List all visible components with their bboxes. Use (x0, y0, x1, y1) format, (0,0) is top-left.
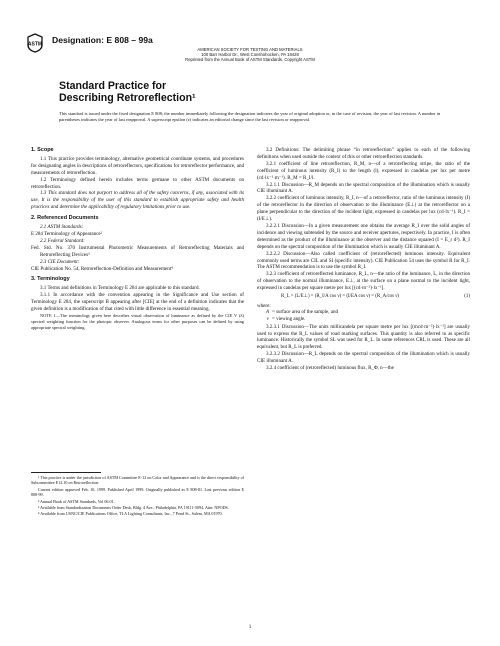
paragraph-3-2-3-2: 3.2.3.2 Discussion—R_L depends on the spectral composition of the illumination which is usually CIE illuminant A. (257, 351, 470, 365)
reference-e284: E 284 Terminology of Appearance² (31, 230, 103, 237)
right-column (257, 147, 470, 372)
footnote-2: ² Annual Book of ASTM Standards, Vol 06.01. (38, 498, 115, 504)
note-1: NOTE 1—The terminology given here describes visual observation of luminance as defined by the CIE V (λ) spectral weighting function for the photopic observer. Analogous terms for other purposes can be defined by using appropriate spectral weighting. (31, 312, 244, 330)
section-terminology-heading: 3. Terminology (31, 276, 70, 283)
paragraph-2-1: 2.1 ASTM Standards: (40, 224, 84, 231)
paragraph-2-3: 2.3 CIE Document: (40, 258, 80, 265)
where-label: where: (257, 302, 271, 309)
paragraph-3-2-1: 3.2.1 coefficient of line retroreflection, R_M, n—of a retroreflecting stripe, the ratio of the coefficient of luminous intensity (R_I) to the length (l), expressed in candelas per lux per metre (cd·lx⁻¹·m⁻¹). R_M = R_I/l. (257, 160, 470, 181)
footnote-divider (31, 472, 101, 473)
where-text-a: = surface area of the sample, and (272, 309, 338, 315)
title-line-2: Describing Retroreflection¹ (59, 92, 196, 104)
paragraph-1-2: 1.2 Terminology defined herein includes terms germane to other ASTM documents on retroreflection. (31, 176, 244, 190)
footnote-4: ⁴ Available from USNC/CIE Publications Office, TLA Lighting Consultants, Inc., 7 Pond St., Salem, MA 01970. (38, 511, 223, 517)
where-item-a (257, 310, 470, 317)
footnote-3: ³ Available from Standardization Documents Order Desk, Bldg. 4 Ave., Philadelphia, PA 19111-5094, Attn: NPODS. (38, 505, 229, 511)
paragraph-3-2-1-1: 3.2.1.1 Discussion—R_M depends on the spectral composition of the illumination which is usually CIE illuminant A. (257, 181, 470, 195)
reprint-note: Reprinted from the Annual Book of ASTM Standards. Copyright ASTM (185, 57, 315, 62)
title-line-1: Standard Practice for (59, 80, 167, 92)
reference-cie: CIE Publication No. 54, Retroreflection-Definition and Measurement⁴ (31, 265, 173, 272)
paragraph-1-1: 1.1 This practice provides terminology, alternative geometrical coordinate systems, and procedures for designating angles in descriptions of retroreflectors, specifications for retroreflector performance, and measurements of retroreflection. (31, 155, 244, 176)
section-referenced-documents-heading: 2. Referenced Documents (31, 215, 99, 222)
issue-note: This standard is issued under the fixed designation E 808; the number immediately following the designation indicates the year of original adoption or, in the case of revision, the year of last revision. A number in parentheses indicates the year of last reapproval. A superscript epsilon (ε) indicates an editorial change since the last revision or reapproval. (59, 111, 441, 122)
org-address: 100 Barr Harbor Dr., West Conshohocken, PA 19428 (201, 52, 299, 57)
equation-1-formula: R_L = (L/E⊥) = (R_I/A cos ν) = (I/EA cos ν) = (R_A/cos ν) (281, 294, 400, 300)
svg-text:ASTM: ASTM (27, 41, 43, 48)
paragraph-3-2-3-1: 3.2.3.1 Discussion—The units millicandela per square metre per lux [(mcd·m⁻²)·lx⁻¹] are usually used to express the R_L values of road marking surfaces. This quantity is also referred to as specific luminance. Historically the symbol SL was used for R_L. In some references CRL is used. These are all equivalent, but R_L is preferred. (257, 323, 470, 351)
paragraph-2-2: 2.2 Federal Standard: (40, 237, 85, 244)
footnote-1: ¹ This practice is under the jurisdiction of ASTM Committee E-12 on Color and Appearance and is the direct responsibility of Subcommittee E12.10 on Retroreflection. (31, 475, 244, 486)
where-text-v: = viewing angle. (272, 316, 306, 322)
footnote-edition: Current edition approved Feb. 10, 1999. Published April 1999. Originally published as E 808-81. Last previous edition E 808-99. (31, 486, 244, 498)
reference-fed-std: Fed. Std. No. 370 Instrumental Photometric Measurements of Retroreflecting Materials and Retroreflecting Devices³ (31, 244, 244, 258)
section-scope-heading: 1. Scope (31, 147, 54, 153)
where-symbol-a: A (265, 309, 269, 315)
designation: Designation: E 808 – 99a (52, 35, 153, 45)
equation-1 (257, 292, 470, 303)
paragraph-3-2-2-1: 3.2.2.1 Discussion—In a given measurement one obtains the average R_I over the solid angles of incidence and viewing subtended by the source and receiver apertures, respectively. In practice, I is often determined as the product of the illuminance at the observer and the distance squared (I = E_r d²). R_I depends on the spectral composition of the illumination which is usually CIE illuminant A. (257, 222, 470, 250)
left-column (31, 147, 244, 331)
paragraph-1-3: 1.3 This standard does not purport to address all of the safety concerns, if any, associated with its use. It is the responsibility of the user of this standard to establish appropriate safety and health practices and determine the applicability of regulatory limitations prior to use. (31, 190, 244, 211)
footnotes (31, 475, 244, 518)
equation-1-number: (1) (464, 294, 470, 300)
where-item-v (257, 317, 470, 324)
paragraph-3-2: 3.2 Definitions: The delimiting phrase “in retroreflection” applies to each of the following definitions when used outside the context of this or other retroreflection standards. (257, 147, 470, 160)
paragraph-3-1-1: 3.1.1 In accordance with the convention appearing in the Significance and Use section of Terminology E 284, the superscript B appearing after [CIE] at the end of a definition indicates that the given definition is a modification of that cited with little difference in essential meaning. (31, 292, 244, 313)
paragraph-3-2-2-2: 3.2.2.2 Discussion—Also called coefficient of (retroreflected) luminous intensity. Equivalent commonly used terms are CIL and SI (specific intensity). CIE Publication 54 uses the symbol R for R_I. The ASTM recommendation is to use the symbol R_I. (257, 250, 470, 271)
where-symbol-v: ν (266, 316, 269, 322)
org-name: AMERICAN SOCIETY FOR TESTING AND MATERIALS (197, 47, 303, 52)
paragraph-3-2-2: 3.2.2 coefficient of luminous intensity, R_I, n—of a retroreflector, ratio of the luminous intensity (I) of the retroreflector in the direction of observation to the illuminance (E⊥) at the retroreflector on a plane perpendicular to the direction of the incident light, expressed in candelas per lux (cd·lx⁻¹). R_I = (I/E⊥). (257, 195, 470, 223)
standard-title (59, 80, 196, 104)
paragraph-3-1: 3.1 Terms and definitions in Terminology E 284 are applicable to this standard. (40, 285, 200, 292)
paragraph-3-2-4: 3.2.4 coefficient of (retroreflected) luminous flux, R_Φ, n—the (266, 365, 394, 372)
page-number: 1 (248, 624, 252, 630)
paragraph-3-2-3: 3.2.3 coefficient of retroreflected luminance, R_L, n—the ratio of the luminance, L, in the direction of observation to the normal illuminance, E⊥, at the surface on a plane normal to the incident light, expressed in candelas per square metre per lux [(cd·m⁻²)·lx⁻¹]. (257, 271, 470, 292)
